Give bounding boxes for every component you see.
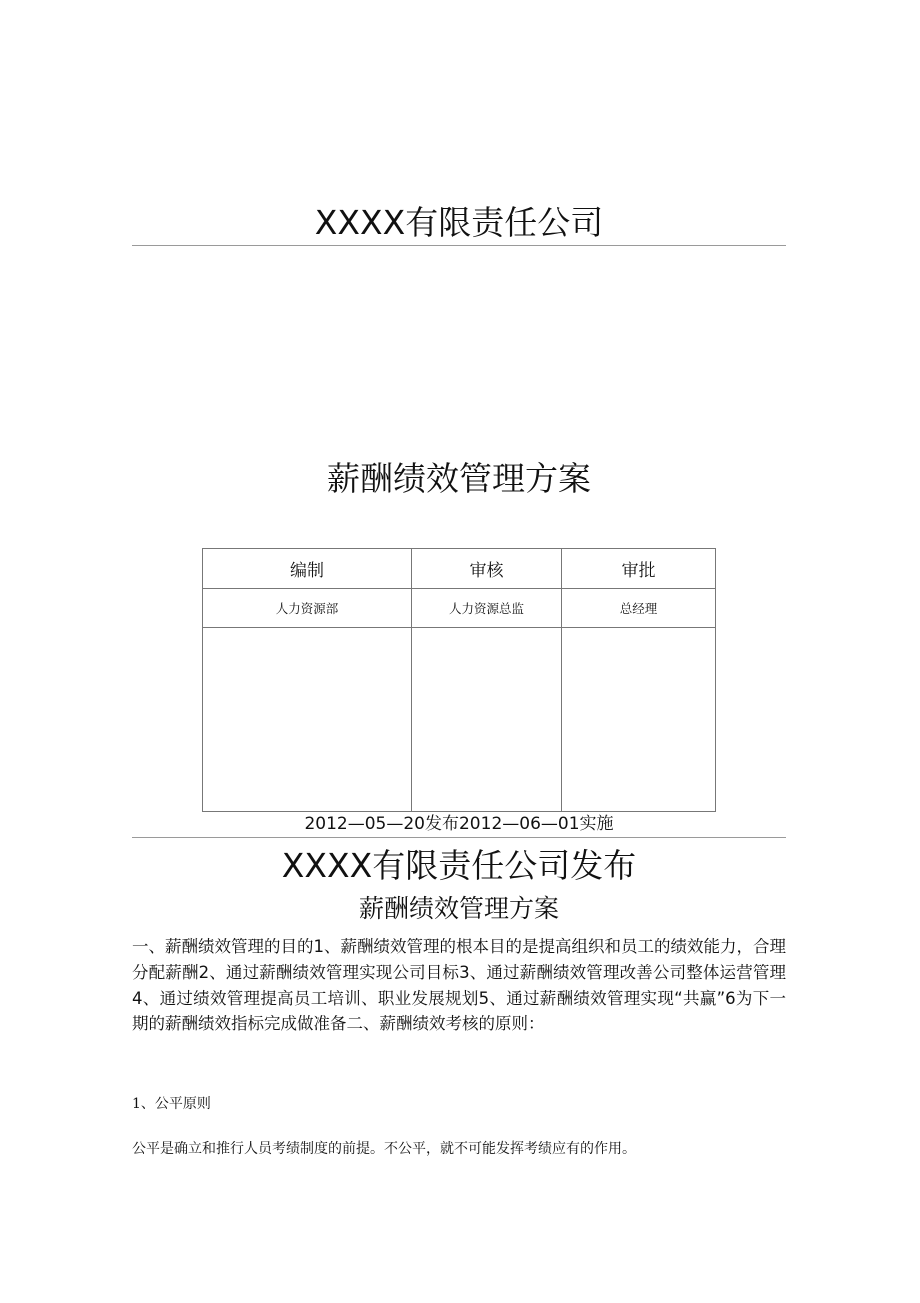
role-hr-director: 人力资源总监	[412, 589, 562, 628]
plan-title: 薪酬绩效管理方案	[327, 459, 591, 498]
role-general-manager: 总经理	[562, 589, 716, 628]
divider-top	[132, 245, 786, 246]
header-reviewed: 审核	[412, 549, 562, 589]
approval-role-row	[203, 589, 716, 628]
company-name: XXXX有限责任公司	[314, 203, 604, 242]
signature-cell-prepared	[203, 628, 412, 812]
header-approved: 审批	[562, 549, 716, 589]
document-title: 薪酬绩效管理方案	[358, 894, 559, 923]
principle-text: 公平是确立和推行人员考绩制度的前提。不公平，就不可能发挥考绩应有的作用。	[132, 1141, 636, 1157]
role-hr-department: 人力资源部	[203, 589, 412, 628]
divider-bottom	[132, 837, 786, 838]
publish-dates: 2012—05—20发布2012—06—01实施	[304, 814, 614, 834]
intro-paragraph: 一、薪酬绩效管理的目的1、薪酬绩效管理的根本目的是提高组织和员工的绩效能力，合理分配薪酬2、通过薪酬绩效管理实现公司目标3、通过薪酬绩效管理改善公司整体运营管理4、通过绩效管理提高员工培训、职业发展规划5、通过薪酬绩效管理实现“共赢”6为下一期的薪酬绩效指标完成做准备二、薪酬绩效考核的原则：	[132, 937, 786, 1034]
header-prepared: 编制	[203, 549, 412, 589]
approval-header-row	[203, 549, 716, 589]
principle-heading: 1、公平原则	[132, 1096, 211, 1112]
signature-cell-reviewed	[412, 628, 562, 812]
signature-cell-approved	[562, 628, 716, 812]
approval-signature-row	[203, 628, 716, 812]
publisher-line: XXXX有限责任公司发布	[281, 846, 637, 885]
approval-table	[202, 548, 716, 812]
